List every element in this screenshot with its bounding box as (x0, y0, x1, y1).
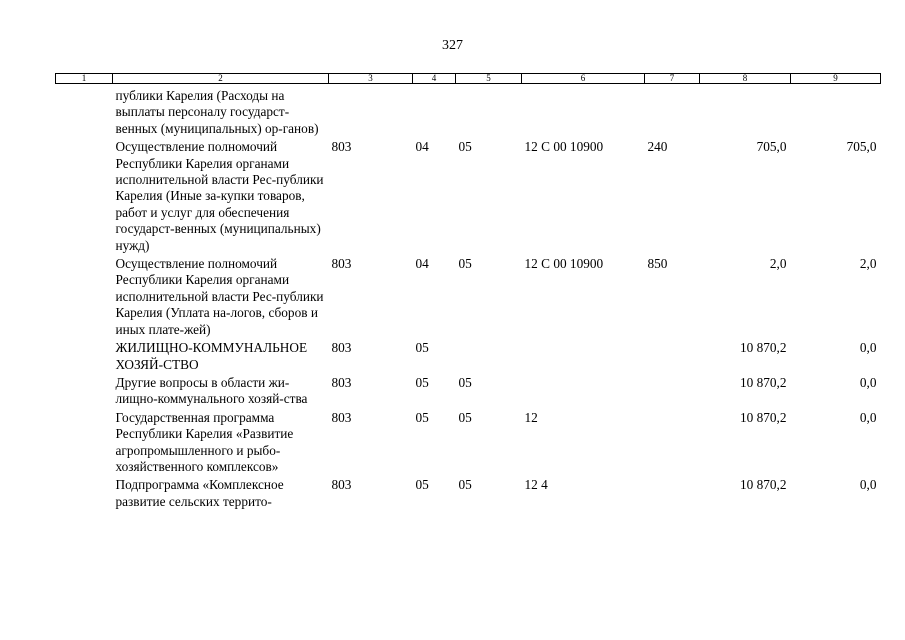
header-col-4: 4 (413, 74, 456, 84)
cell-ministry-code: 803 (331, 409, 352, 425)
cell-amount-1: 705,0 (756, 139, 787, 155)
cell-description: Государственная программа Республики Карелия «Развитие агропромышленного и рыбо-хозяйственного комплексов» (115, 409, 294, 474)
cell-target-article: 12 4 (524, 477, 548, 493)
cell-amount-1: 10 870,2 (739, 477, 787, 493)
budget-table (55, 73, 881, 510)
cell-col-1 (56, 84, 113, 138)
table-header (56, 74, 881, 84)
table-body (56, 84, 881, 511)
header-row (56, 74, 881, 84)
header-col-9: 9 (791, 74, 881, 84)
cell-amount-1: 10 870,2 (739, 409, 787, 425)
cell-col-1 (56, 475, 113, 510)
header-col-2: 2 (113, 74, 329, 84)
cell-ministry-code: 803 (331, 340, 352, 356)
cell-amount-2: 0,0 (859, 374, 877, 390)
cell-target-article: 12 (524, 409, 538, 425)
cell-subsection: 05 (458, 256, 472, 272)
cell-amount-2: 0,0 (859, 477, 877, 493)
header-col-3: 3 (329, 74, 413, 84)
header-col-8: 8 (700, 74, 791, 84)
cell-description: ЖИЛИЩНО-КОММУНАЛЬНОЕ ХОЗЯЙ-СТВО (115, 340, 308, 372)
cell-subsection: 05 (458, 374, 472, 390)
header-col-5: 5 (456, 74, 522, 84)
cell-ministry-code: 803 (331, 256, 352, 272)
cell-target-article: 12 С 00 10900 (524, 139, 604, 155)
page-number: 327 (442, 38, 463, 53)
cell-subsection: 05 (458, 139, 472, 155)
cell-ministry-code (329, 84, 413, 138)
cell-amount-1: 10 870,2 (739, 340, 787, 356)
table-row (56, 475, 881, 510)
cell-section: 04 (415, 139, 429, 155)
cell-target-article (522, 373, 645, 408)
header-col-7: 7 (645, 74, 700, 84)
cell-section: 05 (415, 340, 429, 356)
cell-section: 04 (415, 256, 429, 272)
cell-description: Осуществление полномочий Республики Карелия органами исполнительной власти Рес-публики Карелия (Уплата на-логов, сборов и иных плате-жей) (115, 256, 324, 337)
cell-description: Другие вопросы в области жи-лищно-коммунального хозяй-ства (115, 374, 308, 407)
cell-expense-type (645, 373, 700, 408)
table-row (56, 408, 881, 476)
cell-ministry-code: 803 (331, 139, 352, 155)
cell-expense-type: 850 (647, 256, 668, 272)
cell-ministry-code: 803 (331, 374, 352, 390)
cell-expense-type (645, 338, 700, 373)
cell-expense-type: 240 (647, 139, 668, 155)
table-row (56, 137, 881, 254)
cell-col-1 (56, 338, 113, 373)
cell-subsection: 05 (458, 409, 472, 425)
cell-description: публики Карелия (Расходы на выплаты персоналу государст-венных (муниципальных) ор-ганов) (115, 88, 319, 136)
header-col-1: 1 (56, 74, 113, 84)
cell-expense-type (645, 84, 700, 138)
table-row (56, 84, 881, 138)
cell-section: 05 (415, 409, 429, 425)
cell-col-1 (56, 137, 113, 254)
cell-amount-2: 705,0 (846, 139, 877, 155)
cell-amount-1: 2,0 (769, 256, 787, 272)
cell-target-article (522, 338, 645, 373)
cell-description: Подпрограмма «Комплексное развитие сельских террито- (115, 477, 284, 509)
cell-section: 05 (415, 374, 429, 390)
cell-subsection (456, 84, 522, 138)
cell-ministry-code: 803 (331, 477, 352, 493)
table-row (56, 254, 881, 338)
cell-amount-2: 2,0 (859, 256, 877, 272)
cell-target-article: 12 С 00 10900 (524, 256, 604, 272)
cell-section: 05 (415, 477, 429, 493)
cell-amount-1: 10 870,2 (739, 374, 787, 390)
cell-section (413, 84, 456, 138)
cell-amount-2: 0,0 (859, 340, 877, 356)
cell-subsection: 05 (458, 477, 472, 493)
cell-target-article (522, 84, 645, 138)
cell-amount-2 (791, 84, 881, 138)
cell-col-1 (56, 254, 113, 338)
cell-col-1 (56, 373, 113, 408)
cell-amount-1 (700, 84, 791, 138)
cell-description: Осуществление полномочий Республики Карелия органами исполнительной власти Рес-публики Карелия (Иные за-купки товаров, работ и услуг для обеспечения государст-венных (муниципальных) нужд) (115, 139, 324, 253)
cell-amount-2: 0,0 (859, 409, 877, 425)
cell-col-1 (56, 408, 113, 476)
table-row (56, 373, 881, 408)
cell-expense-type (645, 475, 700, 510)
cell-expense-type (645, 408, 700, 476)
cell-subsection (456, 338, 522, 373)
header-col-6: 6 (522, 74, 645, 84)
table-row (56, 338, 881, 373)
